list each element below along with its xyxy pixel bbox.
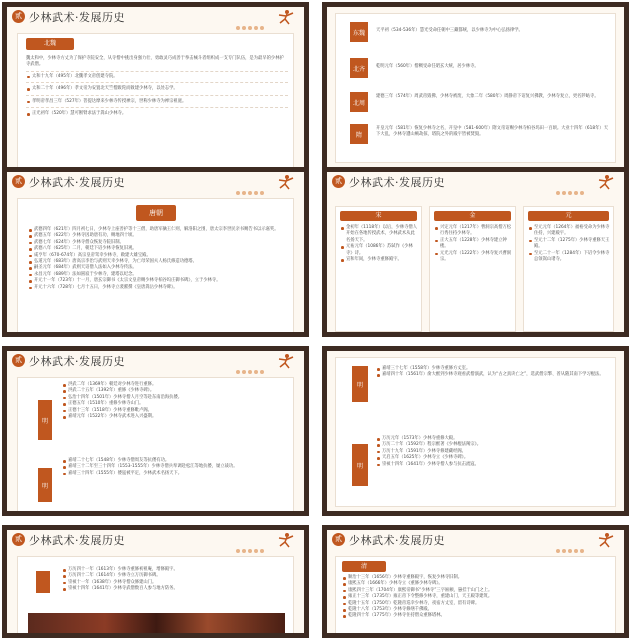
- list-item: 武德八年（625年）二月，朝廷下诏少林寺恢复旧观。: [28, 246, 286, 252]
- list-item: 至元二十一年（1284年）下诏令少林寺总领嵩山诸寺。: [528, 251, 611, 264]
- list-item: 顺治十三年（1656年）少林寺重修殿宇，恢复少林寺旧制。: [342, 575, 612, 581]
- list-item: 乾隆十五年（1750年）乾隆帝巡幸少林寺，夜宿方丈室，留有诗碑。: [342, 601, 612, 607]
- list-item: 嘉靖二十七年（1548年）少林寺僧周友等抗倭有功。: [62, 458, 288, 464]
- slide-title: 少林武术·发展历史: [349, 176, 445, 189]
- column-header: 宋: [340, 211, 417, 221]
- list-item: 万历四十一年（1613年）少林寺重修初祖庵，增修殿宇。: [62, 567, 288, 573]
- list-item: 万历十九年（1591年）少林寺修建藏经阁。: [376, 449, 612, 455]
- list-item: 正德五年（1510年）重修少林寺山门。: [62, 401, 288, 407]
- dynasty-marker: [36, 571, 50, 593]
- list-item: 天启五年（1625年）少林寺立《少林寺碑》。: [376, 455, 612, 461]
- list-item: 武德四年（621年）四月初七日，少林寺上座善护等十三僧，助唐军擒王仁则，解洛阳之围，唐太宗李世民亲书赐告书以示嘉奖。: [28, 227, 286, 233]
- list-item: 正德十三年（1518年）少林寺重修毗卢阁。: [62, 408, 288, 414]
- slide-1: [2, 2, 309, 172]
- column-card: [335, 206, 422, 332]
- list-item: 兴定元年（1217年）曹洞宗高僧万松行秀住持少林寺。: [434, 225, 513, 238]
- list-item: 宣和年间，少林寺重修殿宇。: [340, 257, 419, 263]
- martial-artist-icon: [276, 532, 296, 548]
- decorative-dots: [236, 359, 270, 365]
- list-item: 乾隆十八年（1753年）少林寺修缮千佛殿。: [342, 607, 612, 613]
- paragraph: 魏太和中，少林寺方丈为了保护寺院安全，从寺僧中挑出身强力壮、勇敢灵巧成善于拳击械斗者组织成一支专门队伍，是为最早的少林护寺武僧。: [26, 56, 288, 72]
- martial-artist-icon: [596, 532, 616, 548]
- column-header: 金: [434, 211, 511, 221]
- section-badge: 贰: [12, 354, 25, 367]
- list-item: 康熙四十三年（1704年）康熙帝御书“少林寺”三字匾额，悬挂于山门之上。: [342, 588, 612, 594]
- list-item: 开元十一年（723年）十一月，唐玄宗御书《太宗文皇帝赐少林寺柏谷坞庄御书碑》，立于少林寺。: [28, 278, 286, 284]
- decorative-dots: [236, 538, 270, 544]
- slide-header: [327, 172, 624, 196]
- dynasty-tag: 唐朝: [136, 205, 176, 221]
- list-item: 万历四十二年（1614年）少林寺立万历御书碑。: [62, 573, 288, 579]
- content-panel: [335, 357, 616, 507]
- list-item: 正光初年（520年）慧可断臂求法于嵩山少林寺。: [26, 111, 288, 117]
- section-badge: 贰: [332, 175, 345, 188]
- content-panel: [335, 13, 616, 163]
- section-badge: 贰: [12, 533, 25, 546]
- list-item: 武德五年（622年）少林寺因助唐有功，赐地四十顷。: [28, 233, 286, 239]
- dynasty-label: 北周: [350, 92, 368, 112]
- slide-header: [7, 351, 304, 375]
- list-item: 永昌元年（689年）法如圆寂于少林寺，建塔以纪念。: [28, 272, 286, 278]
- martial-artist-icon: [276, 174, 296, 190]
- content-panel: [17, 33, 294, 168]
- list-item: 乾隆四十年（1775年）少林寺住持僧众重修塔林。: [342, 613, 612, 619]
- list-item: 孝明帝孝昌三年（527年）菩提达摩来少林寺传授禅宗，世称少林寺为禅宗祖庭。: [26, 99, 288, 108]
- list-item: 嘉靖三十七年（1558年）少林寺重修方丈室。: [376, 366, 612, 372]
- dynasty-text: 天平初（534-536年）慧光受命任朝中三藏都统，以少林寺为中心弘扬律学。: [376, 28, 523, 33]
- list-item: 嗣圣元年（684年）武则天诏僧人法如入少林寺传法。: [28, 265, 286, 271]
- dynasty-text: 乾明元年（560年）僧稠受命任昭玄大统，居少林寺。: [376, 64, 479, 69]
- slide-header: [7, 530, 304, 554]
- list-item: 弘道元年（683年）唐高宗李治与武则天幸少林寺，为亡母荣国夫人杨氏修造功德塔。: [28, 259, 286, 265]
- decorative-dots: [236, 15, 270, 21]
- content-panel: [17, 377, 294, 512]
- list-item: 太和十九年（495年）北魏孝文帝创建寺院。: [26, 74, 288, 83]
- section-badge: 贰: [332, 533, 345, 546]
- list-item: 元光元年（1222年）少林寺复兴曹洞宗。: [434, 251, 513, 264]
- list-item: 元祐元年（1086年）苏轼作《少林寺》诗。: [340, 244, 419, 257]
- dynasty-tag: 清: [342, 561, 386, 572]
- dynasty-label: 明: [38, 400, 52, 440]
- list-item: 洪武二十五年（1392年）重修《少林寺碑》。: [62, 388, 288, 394]
- decorative-dots: [556, 538, 590, 544]
- list-item: 崇祯十四年（1641年）少林寺僧人参与抗击流寇。: [376, 462, 612, 468]
- slide-title: 少林武术·发展历史: [29, 534, 125, 547]
- section-badge: 贰: [12, 175, 25, 188]
- list-item: 万历二十年（1592年）程宗猷著《少林棍法阐宗》。: [376, 442, 612, 448]
- dynasty-label: 明: [352, 366, 368, 402]
- list-item: 万历元年（1573年）少林寺重修大殿。: [376, 436, 612, 442]
- slide-8: [322, 525, 629, 638]
- slide-5: [2, 346, 309, 516]
- list-item: 正大五年（1228年）少林寺建立钟楼。: [434, 238, 513, 251]
- content-panel: [17, 198, 294, 333]
- martial-artist-icon: [276, 9, 296, 25]
- dynasty-label: 隋: [350, 124, 368, 144]
- slide-3: [2, 167, 309, 337]
- dynasty-label: 明: [38, 468, 52, 502]
- column-header: 元: [528, 211, 609, 221]
- slide-4: [322, 167, 629, 337]
- slide-title: 少林武术·发展历史: [29, 11, 125, 24]
- list-item: 至元十二年（1275年）少林寺重修天王殿。: [528, 238, 611, 251]
- decorative-dots: [556, 180, 590, 186]
- list-item: 康熙五年（1666年）少林寺立《重修少林寺碑》。: [342, 581, 612, 587]
- list-item: 太和二十年（496年）孝文帝为安置北天竺僧跋陀而敕建少林寺，以处志学。: [26, 86, 288, 95]
- list-item: 嘉靖三十四年（1555年）倭寇被平定，少林武术名扬天下。: [62, 471, 288, 477]
- dynasty-label: 北齐: [350, 58, 368, 78]
- slide-header: [7, 7, 304, 31]
- list-item: 嘉靖三十二年至三十四年（1553-1555年）少林寺僧兵奉调赴松江等地抗倭，屡立战功。: [62, 464, 288, 470]
- slide-title: 少林武术·发展历史: [29, 176, 125, 189]
- martial-artist-icon: [596, 174, 616, 190]
- slide-title: 少林武术·发展历史: [349, 534, 445, 547]
- list-item: 嘉靖四十年（1561年）俞大猷到少林寺观看武僧演武，认为“古之真诀亡之”，选武僧宗擎、普从随其南下学习棍法。: [376, 372, 612, 378]
- list-item: 弘治十四年（1501年）少林寺僧人月空等赴东南沿海抗倭。: [62, 395, 288, 401]
- slide-6: [322, 346, 629, 516]
- list-item: 咸亨年（670-674年）高宗皇帝驾幸少林寺，敕建大雄宝殿。: [28, 253, 286, 259]
- column-card: [523, 206, 614, 332]
- list-item: 崇祯十四年（1641年）少林寺武僧数百人参与地方防务。: [62, 586, 288, 592]
- dynasty-label: 东魏: [350, 22, 368, 42]
- slide-header: [7, 172, 304, 196]
- slide-title: 少林武术·发展历史: [29, 355, 125, 368]
- dynasty-text: 开皇元年（581年）恢复少林寺之名，开皇中（581-600年）隋文帝诏赐少林寺柏谷坞田一百顷。大业十四年（618年）天下大乱，少林寺遭山贼劫掠，塔院之外的殿宇皆被焚毁。: [376, 126, 609, 138]
- list-item: 崇祯十一年（1638年）少林寺僧众修建山门。: [62, 580, 288, 586]
- content-panel: [17, 556, 294, 636]
- section-badge: 贰: [12, 10, 25, 23]
- dynasty-tag: 北魏: [26, 38, 74, 50]
- martial-artist-icon: [276, 353, 296, 369]
- slide-header: [327, 530, 624, 554]
- list-item: 洪武二年（1369年）朝廷对少林寺进行重修。: [62, 382, 288, 388]
- content-panel: [335, 556, 616, 636]
- list-item: 武德七年（624年）少林寺僧众恢复寺院旧制。: [28, 240, 286, 246]
- list-item: 嘉靖元年（1522年）少林寺武术进入兴盛期。: [62, 414, 288, 420]
- list-item: 至元元年（1264年）福裕受命为少林寺住持，兴建殿宇。: [528, 225, 611, 238]
- temple-photo: [28, 613, 285, 637]
- slide-7: [2, 525, 309, 638]
- decorative-dots: [236, 180, 270, 186]
- list-item: 雍正十三年（1735年）雍正帝下令整修少林寺，重建山门、天王殿等建筑。: [342, 594, 612, 600]
- slide-2: [322, 2, 629, 172]
- list-item: 开元十六年（728年）七月十五日，少林寺立裴漼撰《皇唐嵩岳少林寺碑》。: [28, 285, 286, 291]
- column-card: [429, 206, 516, 332]
- list-item: 金初年（1118年）以后，少林寺僧人开始在各地传授武术，少林武术从此名扬天下。: [340, 225, 419, 244]
- dynasty-text: 建德三年（574年）周武帝毁佛，少林寺被废，大象二年（580年）周静帝下诏复兴佛教，少林寺复立，更名陟岵寺。: [376, 94, 599, 99]
- dynasty-label: 明: [352, 444, 368, 486]
